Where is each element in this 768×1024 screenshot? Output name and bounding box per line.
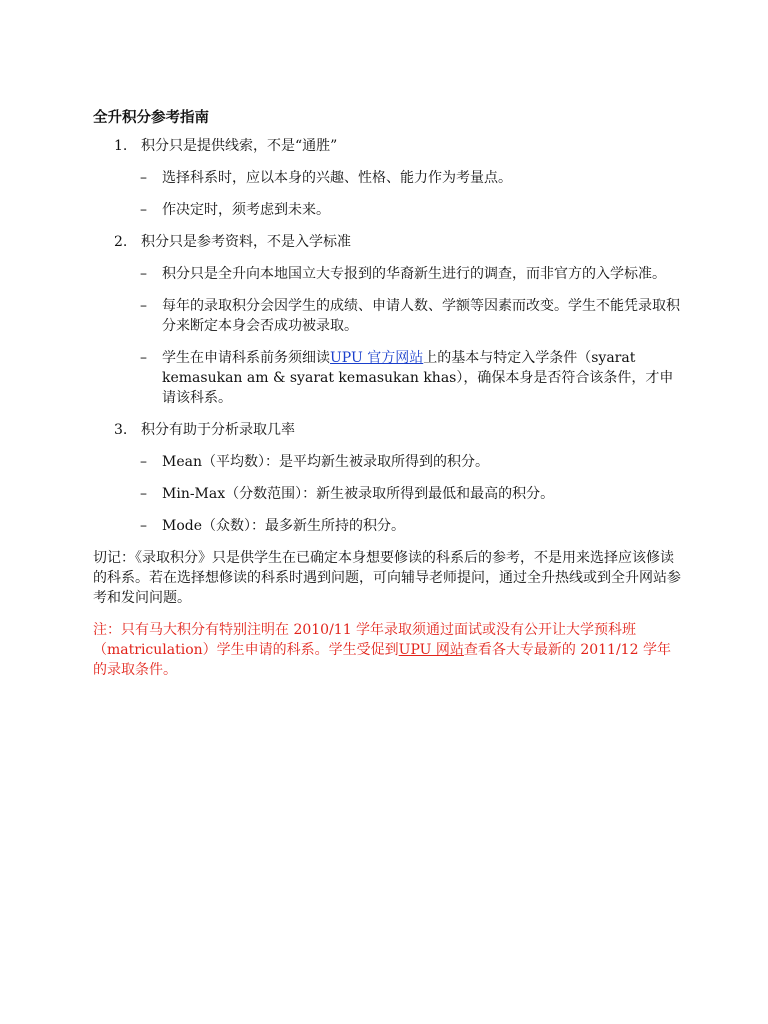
dash-bullet-icon: – [140,486,147,502]
bullet-text: 每年的录取积分会因学生的成绩、申请人数、学额等因素而改变。学生不能凭录取积分来断定本身会否成功被录取。 [162,298,680,334]
document-body [93,136,683,692]
section-1 [93,136,683,220]
bullet-text-before-link: 学生在申请科系前务须细读 [162,350,330,366]
section-heading-text: 积分只是参考资料，不是入学标准 [141,234,351,250]
bullet-text: 选择科系时，应以本身的兴趣、性格、能力作为考量点。 [162,170,512,186]
dash-bullet-icon: – [140,202,147,218]
document-title: 全升积分参考指南 [93,109,209,126]
bullet-text: 作决定时，须考虑到未来。 [162,202,330,218]
dash-bullet-icon: – [140,170,147,186]
reminder-paragraph: 切记：《录取积分》只是供学生在已确定本身想要修读的科系后的参考，不是用来选择应该修读的科系。若在选择想修读的科系时遇到问题，可向辅导老师提问，通过全升热线或到全升网站参考和发问问题。 [93,550,681,606]
dash-bullet-icon: – [140,266,147,282]
bullet-item [93,200,683,220]
note-text-before-link: 注：只有马大积分有特别注明在 2010/11 学年录取须通过面试或没有公开让大学预科班（matriculation）学生申请的科系。学生受促到 [93,622,637,658]
bullet-text: 积分只是全升向本地国立大专报到的华裔新生进行的调查，而非官方的入学标准。 [162,266,666,282]
section-2 [93,232,683,408]
section-heading [93,232,683,252]
bullet-text-after-link: 上的基本与特定入学条件（syarat kemasukan am & syarat kemasukan khas），确保本身是否符合该条件，才申请该科系。 [162,350,674,406]
note-text-after-link: 查看各大专最新的 2011/12 学年的录取条件。 [93,642,671,678]
section-heading-text: 积分有助于分析录取几率 [141,422,295,438]
bullet-item [93,452,683,472]
bullet-text: Min-Max（分数范围）：新生被录取所得到最低和最高的积分。 [162,486,555,502]
bullet-item [93,264,683,284]
dash-bullet-icon: – [140,518,147,534]
dash-bullet-icon: – [140,298,147,314]
bullet-text: Mode（众数）：最多新生所持的积分。 [162,518,406,534]
dash-bullet-icon: – [140,350,147,366]
section-heading [93,420,683,440]
section-heading-text: 积分只是提供线索，不是“通胜” [141,138,338,154]
note-paragraph [93,620,683,680]
section-number: 1. [114,138,128,154]
dash-bullet-icon: – [140,454,147,470]
bullet-item [93,296,683,336]
bullet-item [93,484,683,504]
bullet-item [93,168,683,188]
upu-official-website-link[interactable]: UPU 官方网站 [330,350,424,366]
bullet-item [93,348,683,408]
upu-website-link[interactable]: UPU 网站 [398,642,464,658]
bullet-text: Mean（平均数）：是平均新生被录取所得到的积分。 [162,454,489,470]
section-number: 3. [114,422,128,438]
section-heading [93,136,683,156]
section-number: 2. [114,234,128,250]
section-3 [93,420,683,536]
bullet-item [93,516,683,536]
